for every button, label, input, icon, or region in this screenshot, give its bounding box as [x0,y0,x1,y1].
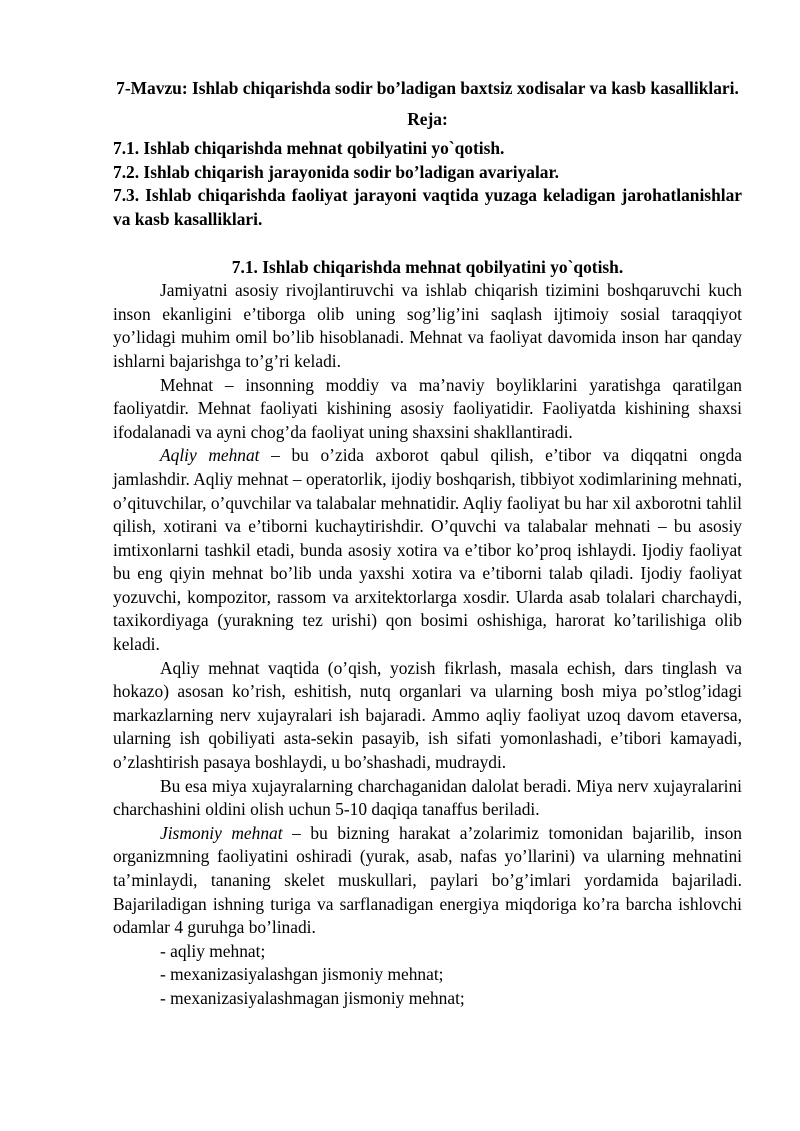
paragraph-text: – bu o’zida axborot qabul qilish, e’tibor va diqqatni ongda jamlashdir. Aqliy mehnat – operatorlik, ijodiy boshqarish, tibbiyot xodimlarining mehnati, o’qituvchilar, o’quvchilar va talabalar mehnatidir. Aqliy faoliyat bu har xil axborotni tahlil qilish, xotirani va e’tiborni kuchaytirishdir. O’quvchi va talabalar mehnati – bu asosiy imtixonlarni tashkil etadi, bunda asosiy xotira va e’tibor ko’proq ishlaydi. Ijodiy faoliyat bu eng qiyin mehnat bo’lib unda yaxshi xotira va e’tiborni talab qiladi. Ijodiy faoliyat yozuvchi, kompozitor, rassom va arxitektorlarga xosdir. Ularda asab tolalari charchaydi, taxikordiyaga (yurakning tez urishi) qon bosimi oshishiga, harorat ko’tarilishiga olib keladi. [113,445,742,655]
list-item: - mexanizasiyalashmagan jismoniy mehnat; [160,987,465,1008]
paragraph-text: Mehnat – insonning moddiy va ma’naviy boyliklarini yaratishga qaratilgan faoliyatdir. Mehnat faoliyati kishining asosiy faoliyatidir. Faoliyatda kishining shaxsi ifodalanadi va ayni chog’da faoliyat uning shaxsini shakllantiradi. [113,374,742,442]
paragraph-1 [113,279,742,373]
document-page [113,77,742,1011]
paragraph-text: Aqliy mehnat vaqtida (o’qish, yozish fikrlash, masala echish, dars tinglash va hokazo) asosan ko’rish, eshitish, nutq organlari va ularning bosh miya po’stlog’idagi markazlarning nerv xujayralari ish bajaradi. Ammo aqliy faoliyat uzoq davom etaversa, ularning ish qobiliyati asta-sekin pasayib, ish sifati yomonlashadi, e’tibori kamayadi, o’zlashtirish pasaya boshlaydi, u bo’shashadi, mudraydi. [113,657,742,773]
plan-heading: Reja: [407,108,448,129]
paragraph-term: Jismoniy mehnat [160,822,283,843]
paragraph-5 [113,775,742,822]
list-item: - aqliy mehnat; [160,940,266,961]
plan-item-1: 7.1. Ishlab chiqarishda mehnat qobilyatini yo`qotish. [113,138,505,159]
paragraph-text: Bu esa miya xujayralarning charchaganidan dalolat beradi. Miya nerv xujayralarini charchashini oldini olish uchun 5-10 daqiqa tanaffus beriladi. [113,775,742,820]
paragraph-text: Jamiyatni asosiy rivojlantiruvchi va ishlab chiqarish tizimini boshqaruvchi kuch inson ekanligini e’tiborga olib uning sog’lig’ini saqlash ijtimoiy sosial taraqqiyot yo’lidagi muhim omil bo’lib hisoblanadi. Mehnat va faoliyat davomida inson har qanday ishlarni bajarishga to’g’ri keladi. [113,280,742,371]
plan-item-3: 7.3. Ishlab chiqarishda faoliyat jarayoni vaqtida yuzaga keladigan jarohatlanishlar va kasb kasalliklari. [113,185,742,229]
paragraph-4 [113,657,742,775]
document-title: 7-Mavzu: Ishlab chiqarishda sodir bo’ladigan baxtsiz xodisalar va kasb kasalliklari. [116,78,739,98]
paragraph-term: Aqliy mehnat [160,445,260,466]
paragraph-2 [113,374,742,445]
paragraph-3 [113,444,742,656]
list-item: - mexanizasiyalashgan jismoniy mehnat; [160,964,444,985]
section-heading: 7.1. Ishlab chiqarishda mehnat qobilyatini yo`qotish. [231,256,624,277]
plan-item-2: 7.2. Ishlab chiqarish jarayonida sodir bo’ladigan avariyalar. [113,161,559,182]
paragraph-text: – bu bizning harakat a’zolarimiz tomonidan bajarilib, inson organizmning faoliyatini oshiradi (yurak, asab, nafas yo’llarini) va ularning mehnatini ta’minlaydi, tananing skelet muskullari, paylari bo’g’imlari yordamida bajariladi. Bajariladigan ishning turiga va sarflanadigan energiya miqdoriga ko’ra barcha ishlovchi odamlar 4 guruhga bo’linadi. [113,822,742,938]
paragraph-6 [113,822,742,940]
